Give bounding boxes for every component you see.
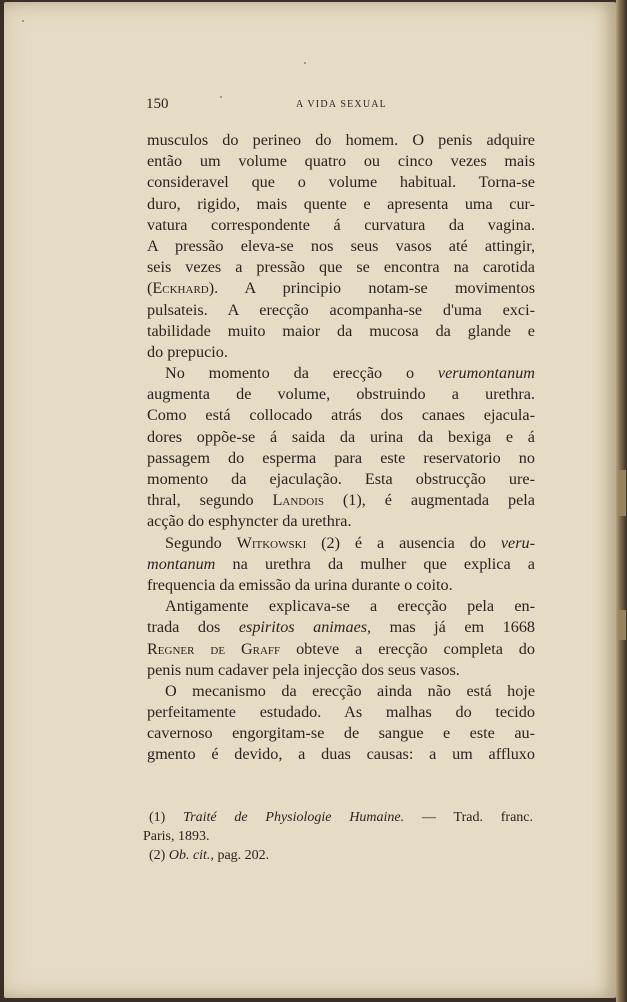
text-line: vatura correspondente á curvatura da vagina.: [147, 215, 535, 234]
text-line: [147, 617, 535, 638]
footnote-title: Traité de Physiologie Humaine.: [183, 810, 405, 825]
footnote-text: — Trad. franc.: [404, 810, 534, 825]
text-line: acção do esphyncter da urethra.: [147, 512, 352, 531]
text-line: penis num cadaver pela injecção dos seus vasos.: [147, 660, 460, 679]
italic-term: montanum: [147, 554, 216, 573]
footnote-text: pag. 202.: [213, 848, 270, 863]
text-span: No momento da erecção o: [165, 364, 438, 383]
footnote-text: (2): [149, 848, 169, 863]
text-line: pulsateis. A erecção acompanha-se d'uma exci-: [147, 300, 535, 319]
text-line: [147, 639, 535, 660]
text-line: duro, rigido, mais quente e apresenta uma cur-: [147, 194, 535, 213]
text-line: [147, 533, 535, 554]
text-span: Segundo: [165, 533, 237, 552]
footnote-line: [143, 827, 533, 846]
text-line: passagem do esperma para este reservatorio no: [147, 448, 535, 467]
text-line: A pressão eleva-se nos seus vasos até attingir,: [147, 236, 535, 255]
text-span: na urethra da mulher que explica a: [215, 554, 535, 573]
footnotes: [143, 808, 533, 865]
footnote-text: (1): [149, 810, 184, 825]
book-page: [4, 2, 616, 998]
page-edge-tab: [618, 470, 626, 516]
text-span: (2) é a ausencia do: [306, 533, 501, 552]
text-span: ). A principio notam-se movimentos: [208, 279, 535, 298]
text-line: consideravel que o volume habitual. Torna-se: [147, 173, 535, 192]
page-edge-tab: [618, 610, 626, 640]
text-line: perfeitamente estudado. As malhas do tecido: [147, 703, 535, 722]
text-line: musculos do perineo do homem. O penis adquire: [147, 131, 535, 149]
italic-term: espiritos animaes,: [238, 618, 372, 637]
text-line: seis vezes a pressão que se encontra na carotida: [147, 258, 535, 277]
text-line: tabilidade muito maior da mucosa da glande e: [147, 321, 535, 340]
footnote-line: [143, 846, 533, 865]
author-name: Landois: [272, 491, 324, 510]
italic-term: veru-: [500, 533, 536, 552]
text-line: augmenta de volume, obstruindo a urethra.: [147, 385, 535, 404]
text-line: então um volume quatro ou cinco vezes mais: [147, 152, 535, 171]
body-text: [147, 130, 535, 766]
running-head: [146, 96, 536, 114]
text-line: cavernoso engorgitam-se de sangue e este au-: [147, 724, 535, 743]
author-name: Regner de Graff: [147, 639, 281, 658]
text-line: [147, 278, 535, 299]
text-span: (1), é augmentada pela: [323, 491, 535, 510]
text-line: gmento é devido, a duas causas: a um affluxo: [147, 745, 535, 764]
text-line: frequencia da emissão da urina durante o coito.: [147, 575, 453, 594]
text-line: [147, 490, 535, 511]
italic-term: verumontanum: [437, 364, 535, 383]
page-number: 150: [146, 96, 169, 112]
text-span: mas já em 1668: [371, 618, 536, 637]
footnote-text: Paris, 1893.: [143, 829, 210, 844]
running-title: A VIDA SEXUAL: [296, 99, 387, 110]
paper-speck: [220, 96, 222, 98]
paper-speck: [304, 62, 306, 64]
text-line: O mecanismo da erecção ainda não está hoje: [165, 681, 535, 700]
author-name: Witkowski: [236, 533, 307, 552]
author-name: Eckhard: [152, 279, 209, 298]
text-line: Como está collocado atrás dos canaes ejacula-: [147, 406, 535, 425]
paper-speck: [22, 20, 24, 22]
text-span: obteve a erecção completa do: [280, 639, 535, 658]
text-line: [147, 554, 535, 575]
text-line: dores oppõe-se á saida da urina da bexiga e á: [147, 427, 535, 446]
text-span: (: [147, 279, 153, 298]
text-span: trada dos: [147, 618, 239, 637]
text-line: [147, 363, 535, 384]
text-line: momento da ejaculação. Esta obstrucção ure-: [147, 470, 535, 488]
text-span: thral, segundo: [147, 491, 273, 510]
footnote-title: Ob. cit.,: [168, 848, 214, 863]
text-line: do prepucio.: [147, 342, 228, 361]
text-line: Antigamente explicava-se a erecção pela en-: [165, 597, 535, 616]
page-edge: [616, 0, 627, 1002]
footnote-line: [143, 808, 533, 827]
